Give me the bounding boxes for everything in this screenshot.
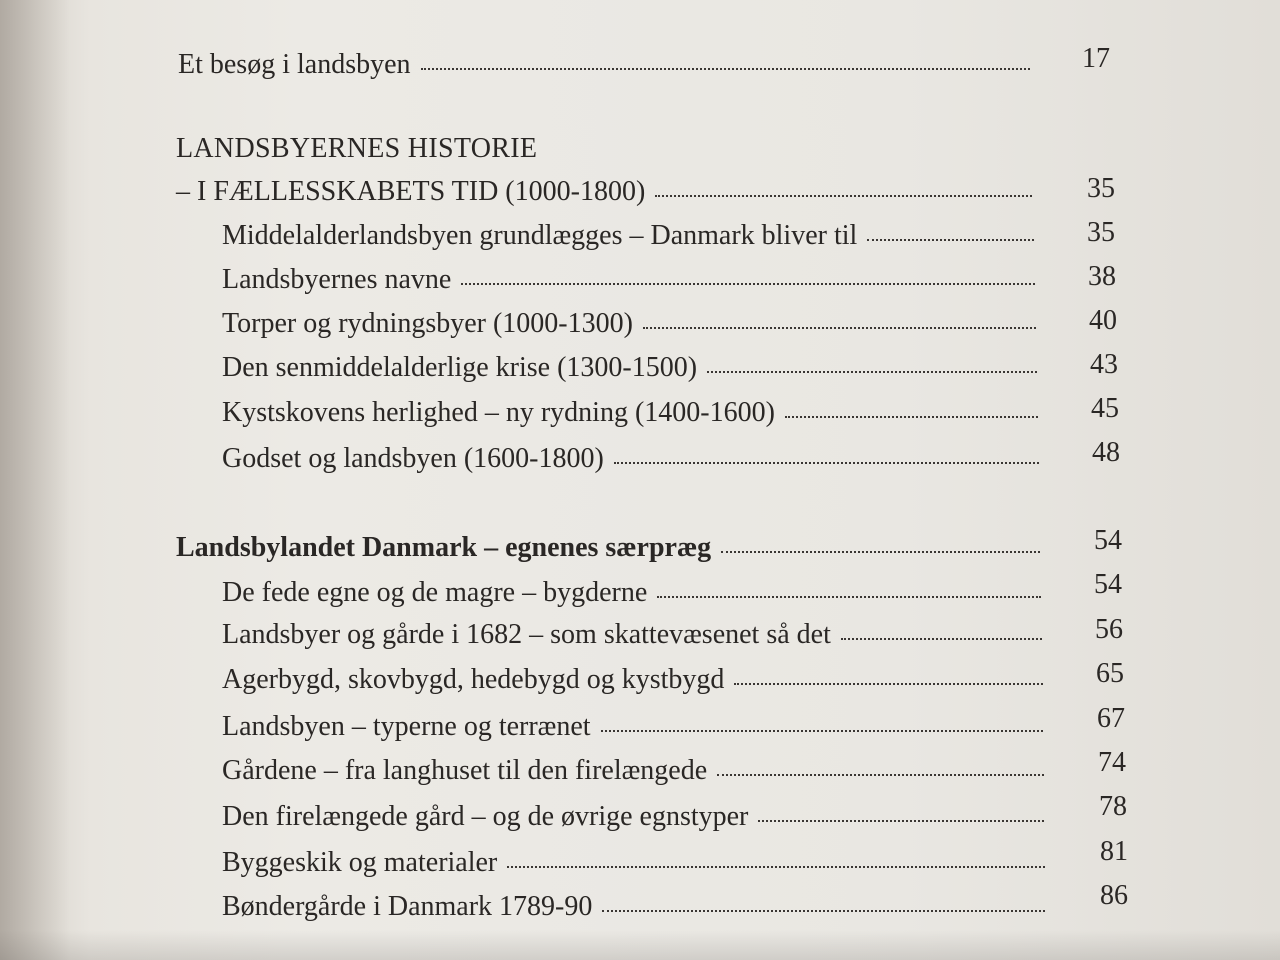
toc-entry (176, 175, 1032, 209)
toc-entry-label: Et besøg i landsbyen (178, 49, 411, 80)
section-heading-years: (1000-1800) (505, 176, 646, 207)
toc-entry (222, 618, 1042, 652)
toc-entry-label: Middelalderlandsbyen grundlægges – Danmark bliver til (222, 220, 858, 251)
toc-entry (176, 531, 1040, 565)
toc-page-number-wrap (1059, 392, 1119, 426)
toc-entry (222, 219, 1034, 253)
toc-entry-label: Kystskovens herlighed – ny rydning (1400-1600) (222, 397, 775, 428)
toc-page-number-wrap (1065, 702, 1125, 736)
dot-leader (734, 683, 1043, 685)
toc-page-number: 17 (1082, 43, 1110, 74)
toc-entry (222, 754, 1044, 788)
page-gutter-shadow (0, 0, 70, 960)
dot-leader (421, 68, 1030, 70)
toc-entry (222, 396, 1038, 430)
toc-page-number: 43 (1090, 349, 1118, 380)
dot-leader (657, 596, 1041, 598)
toc-page-number: 56 (1095, 614, 1123, 645)
section-heading-line2: – I FÆLLESSKABETS TID (176, 176, 499, 207)
toc-entry-label: Gårdene – fra langhuset til den firelængede (222, 755, 708, 786)
dot-leader (721, 551, 1040, 553)
toc-page-number-wrap (1056, 260, 1116, 294)
toc-entry (222, 576, 1041, 610)
section-heading: Landsbylandet Danmark – egnenes særpræg (176, 532, 712, 563)
toc-entry-label (176, 175, 655, 209)
toc-page-number: 78 (1099, 791, 1127, 822)
dot-leader (461, 283, 1035, 285)
toc-page-number: 38 (1088, 261, 1116, 292)
toc-page-number: 45 (1091, 393, 1119, 424)
toc-page-number-wrap (1057, 304, 1117, 338)
toc-entry-label: Landsbyernes navne (222, 264, 452, 295)
toc-page-number: 86 (1100, 880, 1128, 911)
dot-leader (717, 774, 1044, 776)
toc-entry-label: Den senmiddelalderlige krise (1300-1500) (222, 352, 698, 383)
dot-leader (841, 638, 1042, 640)
toc-entry-label: De fede egne og de magre – bygderne (222, 577, 648, 608)
toc-page-number-wrap (1055, 172, 1115, 206)
toc-page-number: 81 (1100, 836, 1128, 867)
dot-leader (614, 462, 1039, 464)
toc-page-number: 35 (1087, 217, 1115, 248)
toc-entry-label: Landsbyer og gårde i 1682 – som skattevæsenet så det (222, 619, 831, 650)
section-heading: LANDSBYERNES HISTORIE (176, 133, 538, 164)
toc-page-number: 74 (1098, 747, 1126, 778)
toc-entry (222, 263, 1035, 297)
toc-entry-label: Agerbygd, skovbygd, hedebygd og kystbygd (222, 664, 725, 695)
toc-page-number: 54 (1094, 569, 1122, 600)
toc-page-number: 54 (1094, 525, 1122, 556)
toc-page-number-wrap (1060, 436, 1120, 470)
toc-page-number-wrap (1067, 790, 1127, 824)
dot-leader (707, 371, 1037, 373)
page-bottom-edge (0, 930, 1280, 960)
toc-entry-label: Den firelængede gård – og de øvrige egnstyper (222, 801, 749, 832)
dot-leader (655, 195, 1032, 197)
toc-entry (222, 307, 1036, 341)
dot-leader (643, 327, 1036, 329)
toc-entry-label: Torper og rydningsbyer (1000-1300) (222, 308, 633, 339)
dot-leader (867, 239, 1034, 241)
toc-entry-label: Byggeskik og materialer (222, 847, 498, 878)
toc-page-number-wrap (1050, 42, 1110, 76)
toc-entry (222, 442, 1039, 476)
toc-entry (178, 48, 1030, 82)
dot-leader (758, 820, 1044, 822)
toc-page-number: 40 (1089, 305, 1117, 336)
toc-page-number-wrap (1068, 835, 1128, 869)
toc-entry-label: Bøndergårde i Danmark 1789-90 (222, 891, 593, 922)
toc-entry (222, 710, 1043, 744)
toc-entry (222, 663, 1043, 697)
toc-entry-label: Godset og landsbyen (1600-1800) (222, 443, 604, 474)
toc-entry (222, 890, 1045, 924)
dot-leader (601, 730, 1043, 732)
dot-leader (785, 416, 1038, 418)
dot-leader (507, 866, 1045, 868)
toc-page-number-wrap (1068, 879, 1128, 913)
toc-page-number: 35 (1087, 173, 1115, 204)
toc-entry-label: Landsbyen – typerne og terrænet (222, 711, 591, 742)
toc-entry (222, 800, 1044, 834)
toc-page-number: 65 (1096, 658, 1124, 689)
toc-page-number-wrap (1058, 348, 1118, 382)
toc-page-number-wrap (1062, 568, 1122, 602)
toc-page-number-wrap (1062, 524, 1122, 558)
toc-page-number-wrap (1066, 746, 1126, 780)
toc-entry (222, 351, 1037, 385)
toc-page-number: 67 (1097, 703, 1125, 734)
toc-page-number-wrap (1064, 657, 1124, 691)
toc-page-number-wrap (1055, 216, 1115, 250)
dot-leader (602, 910, 1045, 912)
toc-page-number: 48 (1092, 437, 1120, 468)
toc-page-number-wrap (1063, 613, 1123, 647)
toc-entry (222, 846, 1045, 880)
